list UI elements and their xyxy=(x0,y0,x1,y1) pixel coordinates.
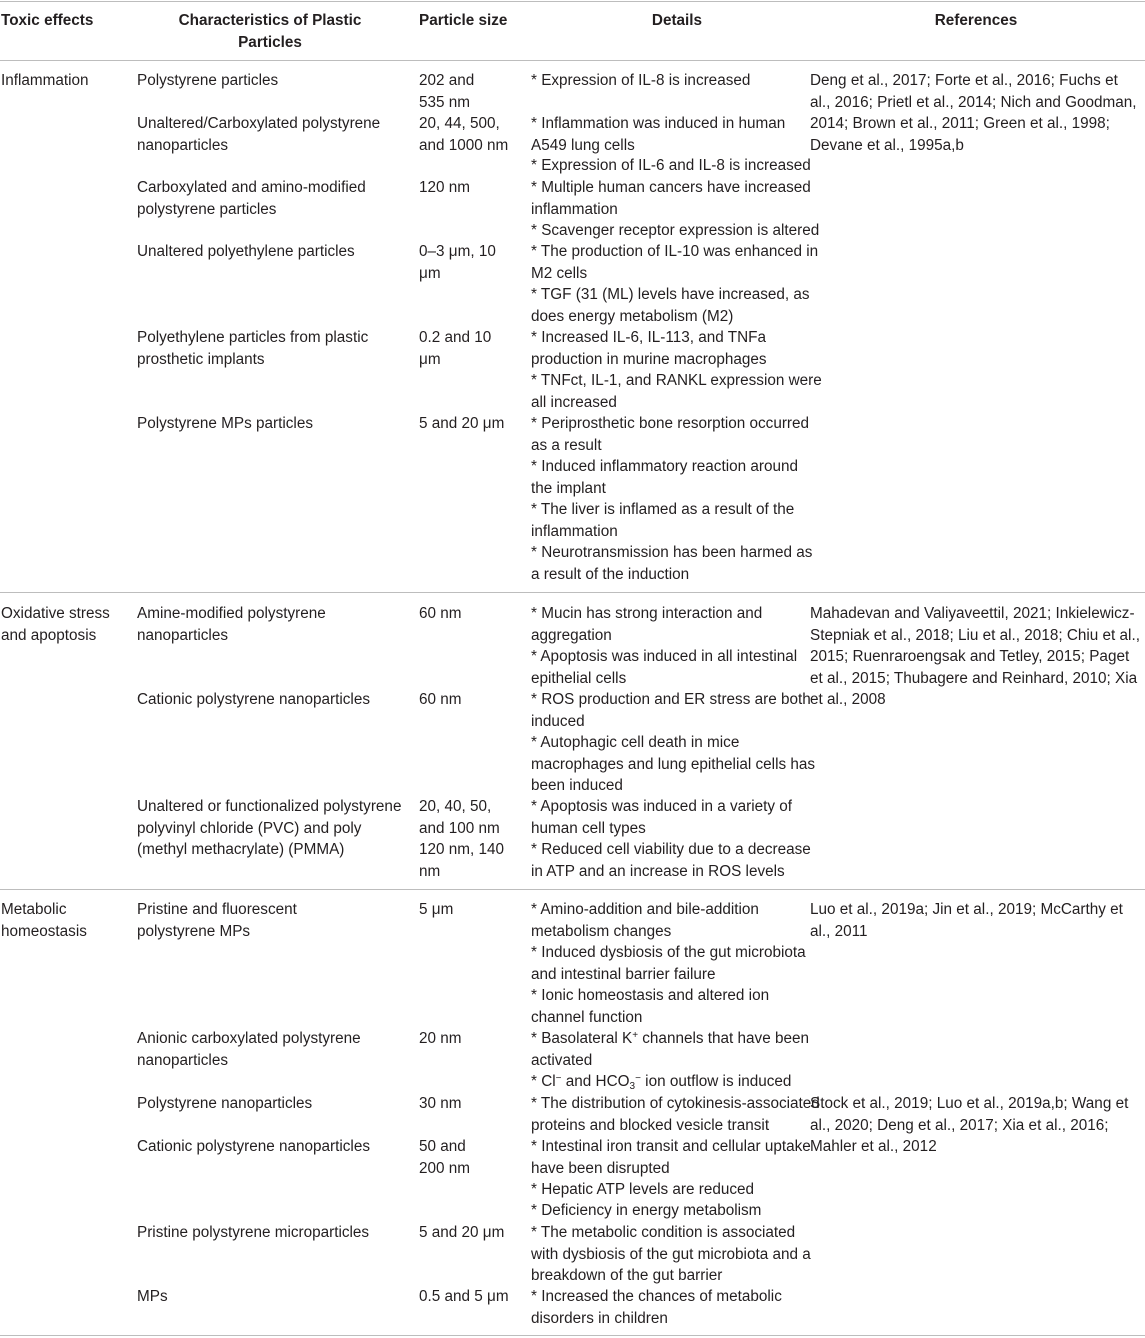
detail-item: * Amino-addition and bile-addition metabolism changes xyxy=(531,901,759,940)
header-details: Details xyxy=(651,12,703,29)
header-particle-size: Particle size xyxy=(419,12,508,29)
detail-item: * Multiple human cancers have increased inflammation xyxy=(531,179,811,218)
characteristic: Cationic polystyrene nanoparticles xyxy=(137,691,370,708)
detail-item: * Mucin has strong interaction and aggregation xyxy=(531,605,763,644)
detail-item: * Intestinal iron transit and cellular uptake have been disrupted xyxy=(531,1138,811,1177)
group-rule xyxy=(0,889,1145,890)
header-toxic-effects: Toxic effects xyxy=(1,12,94,29)
detail-item: * Increased the chances of metabolic disorders in children xyxy=(531,1288,782,1327)
characteristic: Pristine and fluorescent polystyrene MPs xyxy=(137,901,297,940)
characteristic: Polystyrene nanoparticles xyxy=(137,1095,313,1112)
detail-text: channels that have been activated xyxy=(531,1030,809,1069)
characteristic: Pristine polystyrene microparticles xyxy=(137,1224,370,1241)
subscript: 3 xyxy=(629,1081,636,1092)
particle-size: 120 nm xyxy=(419,179,471,196)
group-effect-metabolic-homeostasis: Metabolic homeostasis xyxy=(1,901,87,940)
detail-text: ion outflow is induced xyxy=(645,1073,792,1090)
particle-size: 20 nm xyxy=(419,1030,462,1047)
header-rule xyxy=(0,60,1145,61)
particle-size: 0.2 and 10 μm xyxy=(419,329,492,368)
header-references: References xyxy=(934,12,1018,29)
detail-item: * TGF (31 (ML) levels have increased, as does energy metabolism (M2) xyxy=(531,286,810,325)
characteristic: Cationic polystyrene nanoparticles xyxy=(137,1138,370,1155)
detail-item: * Apoptosis was induced in a variety of human cell types xyxy=(531,798,793,837)
group-rule xyxy=(0,592,1145,593)
particle-size: 60 nm xyxy=(419,605,462,622)
detail-text: * Basolateral K xyxy=(531,1030,633,1047)
particle-size: 5 μm xyxy=(419,901,454,918)
characteristic: Unaltered/Carboxylated polystyrene nanoparticles xyxy=(137,115,381,154)
characteristic: Polystyrene particles xyxy=(137,72,279,89)
characteristic: Polystyrene MPs particles xyxy=(137,415,313,432)
detail-item: * Increased IL-6, IL-113, and TNFa production in murine macrophages xyxy=(531,329,767,368)
detail-item: * Periprosthetic bone resorption occurred as a result xyxy=(531,415,810,454)
characteristic: Carboxylated and amino-modified polystyrene particles xyxy=(137,179,366,218)
table-top-rule xyxy=(0,1,1145,2)
references: Deng et al., 2017; Forte et al., 2016; Fuchs et al., 2016; Prietl et al., 2014; Nich and Goodman, 2014; Brown et al., 2011; Green et al., 1998; Devane et al., 1995a,b xyxy=(810,72,1137,154)
characteristic: Polyethylene particles from plastic prosthetic implants xyxy=(137,329,369,368)
detail-item: * Apoptosis was induced in all intestinal epithelial cells xyxy=(531,648,798,687)
detail-item: * Induced inflammatory reaction around the implant xyxy=(531,458,798,497)
characteristic: MPs xyxy=(137,1288,168,1305)
characteristic: Unaltered or functionalized polystyrene polyvinyl chloride (PVC) and poly (methyl methacrylate) (PMMA) xyxy=(137,798,402,858)
group-effect-oxidative-stress: Oxidative stress and apoptosis xyxy=(1,605,110,644)
detail-item: * TNFct, IL-1, and RANKL expression were all increased xyxy=(531,372,822,411)
detail-text: * Cl xyxy=(531,1073,556,1090)
detail-item: * The production of IL-10 was enhanced in M2 cells xyxy=(531,243,819,282)
detail-text: and HCO xyxy=(565,1073,630,1090)
detail-item: * The distribution of cytokinesis-associated proteins and blocked vesicle transit xyxy=(531,1095,820,1134)
detail-item: * Ionic homeostasis and altered ion channel function xyxy=(531,987,770,1026)
characteristic: Unaltered polyethylene particles xyxy=(137,243,355,260)
particle-size: 0–3 μm, 10 μm xyxy=(419,243,496,282)
detail-item: * ROS production and ER stress are both induced xyxy=(531,691,811,730)
detail-item xyxy=(531,1071,823,1093)
superscript: − xyxy=(635,1073,641,1084)
particle-size: 50 and 200 nm xyxy=(419,1138,471,1177)
references: Stock et al., 2019; Luo et al., 2019a,b; Wang et al., 2020; Deng et al., 2017; Xia et al., 2016; Mahler et al., 2012 xyxy=(810,1095,1129,1155)
detail-item: * Induced dysbiosis of the gut microbiota and intestinal barrier failure xyxy=(531,944,806,983)
references: Mahadevan and Valiyaveettil, 2021; Inkielewicz-Stepniak et al., 2018; Liu et al., 2018; Chiu et al., 2015; Ruenraroengsak and Tetley, 2015; Paget et al., 2015; Thubagere and Reinhard, 2010; Xia et al., 2008 xyxy=(810,605,1140,708)
detail-item: * The liver is inflamed as a result of the inflammation xyxy=(531,501,795,540)
characteristic: Anionic carboxylated polystyrene nanoparticles xyxy=(137,1030,361,1069)
particle-size: 20, 44, 500, and 1000 nm xyxy=(419,115,509,154)
particle-size: 0.5 and 5 μm xyxy=(419,1288,509,1305)
superscript: − xyxy=(555,1073,562,1084)
detail-item: * Expression of IL-8 is increased xyxy=(531,72,751,89)
detail-item: * Inflammation was induced in human A549 lung cells xyxy=(531,115,786,154)
detail-item xyxy=(531,1028,823,1071)
particle-size: 30 nm xyxy=(419,1095,462,1112)
particle-size: 5 and 20 μm xyxy=(419,415,505,432)
characteristic: Amine-modified polystyrene nanoparticles xyxy=(137,605,326,644)
superscript: + xyxy=(632,1030,639,1041)
detail-item: * Expression of IL-6 and IL-8 is increased xyxy=(531,157,811,174)
group-effect-inflammation: Inflammation xyxy=(1,72,89,89)
particle-size: 202 and 535 nm xyxy=(419,72,475,111)
table-bottom-rule xyxy=(0,1335,1145,1336)
detail-item: * Scavenger receptor expression is altered xyxy=(531,222,820,239)
detail-item: * Reduced cell viability due to a decrease in ATP and an increase in ROS levels xyxy=(531,841,811,880)
detail-item: * The metabolic condition is associated with dysbiosis of the gut microbiota and a breakdown of the gut barrier xyxy=(531,1224,811,1284)
particle-size: 5 and 20 μm xyxy=(419,1224,505,1241)
detail-item: * Deficiency in energy metabolism xyxy=(531,1202,762,1219)
header-characteristics: Characteristics of Plastic Particles xyxy=(178,12,362,51)
detail-item: * Autophagic cell death in mice macrophages and lung epithelial cells has been induced xyxy=(531,734,816,794)
particle-size: 20, 40, 50, and 100 nm 120 nm, 140 nm xyxy=(419,798,505,880)
particle-size: 60 nm xyxy=(419,691,462,708)
references: Luo et al., 2019a; Jin et al., 2019; McCarthy et al., 2011 xyxy=(810,901,1123,940)
detail-item: * Neurotransmission has been harmed as a result of the induction xyxy=(531,544,813,583)
detail-item: * Hepatic ATP levels are reduced xyxy=(531,1181,755,1198)
